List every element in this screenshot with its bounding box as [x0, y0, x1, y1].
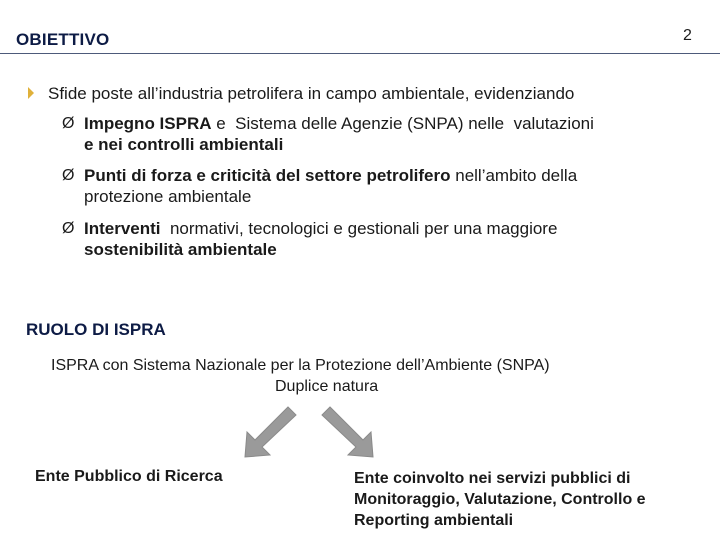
page-number: 2 — [683, 27, 692, 44]
arrow-bullet-icon: Ø — [62, 115, 75, 132]
public-services-entity — [354, 468, 714, 531]
arrow-bullet-icon: Ø — [62, 167, 75, 184]
objective-item-1 — [62, 113, 702, 155]
slide-title: OBIETTIVO — [16, 30, 110, 49]
item-2-text: nell’ambito della — [450, 166, 578, 185]
public-services-line-3: Reporting ambientali — [354, 512, 514, 529]
role-description: ISPRA con Sistema Nazionale per la Protezione dell’Ambiente (SNPA) — [51, 357, 550, 374]
triangle-bullet-icon — [28, 87, 34, 99]
role-heading: RUOLO DI ISPRA — [26, 320, 166, 339]
item-3-text: normativi, tecnologici e gestionali per una maggiore — [160, 219, 558, 238]
objective-main-text: Sfide poste all’industria petrolifera in campo ambientale, evidenziando — [48, 84, 575, 103]
objective-item-2 — [62, 165, 702, 207]
item-1-text: e Sistema delle Agenzie (SNPA) nelle valutazioni — [211, 114, 594, 133]
item-1-bold-2: e nei controlli ambientali — [84, 135, 284, 154]
public-research-entity: Ente Pubblico di Ricerca — [35, 468, 223, 485]
item-2-text-2: protezione ambientale — [84, 187, 252, 206]
item-3-bold: Interventi — [84, 219, 161, 238]
item-1-bold: Impegno ISPRA — [84, 114, 212, 133]
arrow-bullet-icon: Ø — [62, 220, 75, 237]
role-dual-nature: Duplice natura — [275, 378, 379, 395]
objective-item-3 — [62, 218, 702, 260]
public-services-line-1: Ente coinvolto nei servizi pubblici di — [354, 470, 631, 487]
public-services-line-2: Monitoraggio, Valutazione, Controllo e — [354, 491, 646, 508]
arrow-down-right-icon — [318, 405, 378, 460]
header-divider — [0, 53, 720, 54]
arrow-down-left-icon — [240, 405, 300, 460]
item-2-bold: Punti di forza e criticità del settore petrolifero — [84, 166, 451, 185]
item-3-bold-2: sostenibilità ambientale — [84, 240, 277, 259]
